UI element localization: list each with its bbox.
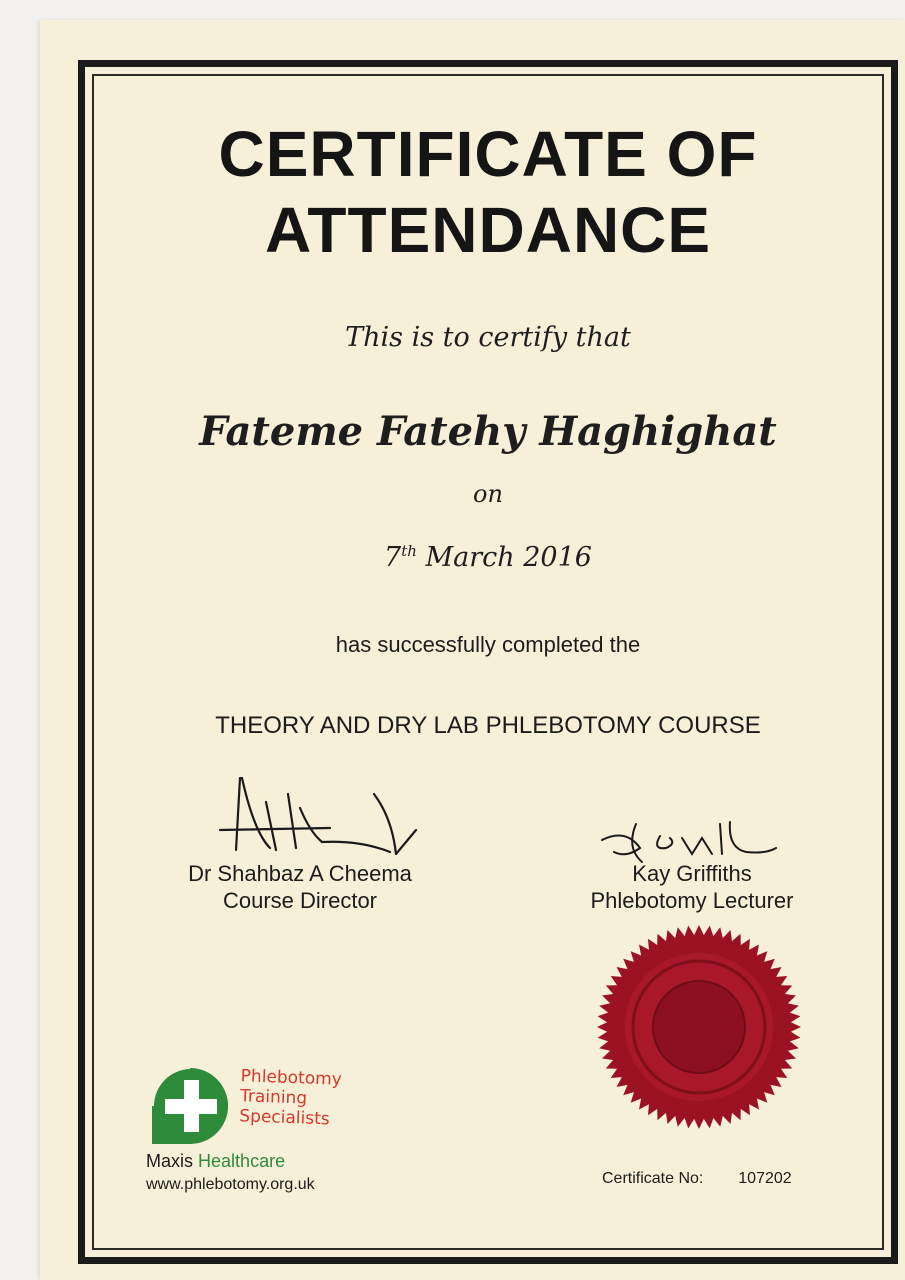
- signatory-1: [160, 860, 440, 914]
- certificate-number: [602, 1170, 792, 1188]
- on-label: on: [473, 480, 503, 508]
- certificate-number-value: 107202: [738, 1170, 792, 1187]
- logo-line-1: Phlebotomy: [240, 1066, 343, 1090]
- logo-tagline: [239, 1066, 342, 1129]
- course-name: THEORY AND DRY LAB PHLEBOTOMY COURSE: [215, 712, 761, 739]
- title-line-1: CERTIFICATE OF: [218, 118, 758, 190]
- intro-text: This is to certify that: [345, 322, 631, 353]
- signatory-1-role: Course Director: [222, 888, 378, 913]
- certificate-number-label: Certificate No:: [602, 1170, 704, 1187]
- website-text: www.phlebotomy.org.uk: [146, 1176, 315, 1193]
- title-line-2: ATTENDANCE: [264, 194, 712, 266]
- brand-name: [146, 1151, 285, 1172]
- recipient-name: Fateme Fatehy Haghighat: [199, 408, 777, 455]
- logo-line-3: Specialists: [238, 1106, 330, 1130]
- completion-text: has successfully completed the: [335, 632, 641, 657]
- brand-part-1: Maxis: [146, 1151, 194, 1171]
- signatory-1-name: Dr Shahbaz A Cheema: [188, 861, 412, 886]
- brand-part-2: Healthcare: [198, 1151, 286, 1171]
- date-day: 7: [384, 542, 402, 573]
- date-month-year: March 2016: [425, 542, 592, 573]
- red-wax-seal-icon: [596, 924, 802, 1130]
- green-cross-icon: [150, 1066, 232, 1146]
- completion-date: [92, 542, 884, 573]
- signature-cheema-icon: [210, 772, 430, 868]
- signatory-2: [560, 860, 824, 914]
- date-suffix: th: [401, 542, 417, 560]
- logo-line-2: Training: [239, 1086, 308, 1109]
- signatory-2-role: Phlebotomy Lecturer: [590, 888, 794, 913]
- signatory-2-name: Kay Griffiths: [632, 861, 752, 886]
